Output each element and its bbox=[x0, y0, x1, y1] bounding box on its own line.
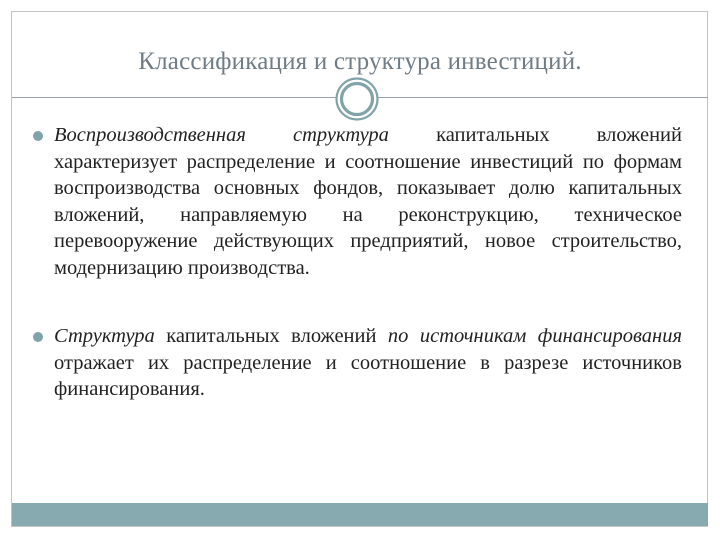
bullet-text-italic: Воспроизводственная структура bbox=[54, 124, 389, 146]
double-circle-icon bbox=[335, 77, 379, 121]
bullet-text-italic: Структура bbox=[54, 325, 155, 347]
bottom-accent-bar bbox=[12, 503, 708, 526]
bullet-text: отражает их распределение и соотношение в разрезе источников финансирования. bbox=[54, 351, 682, 400]
bullet-dot bbox=[33, 131, 43, 141]
bullet-list bbox=[30, 122, 682, 403]
bullet-text-italic: по источникам финансирования bbox=[387, 325, 683, 347]
bullet-text: капитальных вложений характеризует распределение и соотношение инвестиций по формам воспроизводства основных фондов, показывает долю капитальных вложений, направляемую на реконструкцию, техническое перевооружение действующих предприятий, новое строительство, модернизацию производства. bbox=[54, 124, 682, 279]
bullet-item-financing-structure bbox=[30, 323, 682, 403]
bullet-item-reproductive-structure bbox=[30, 122, 682, 281]
bullet-text: капитальных вложений bbox=[154, 325, 388, 347]
slide-title: Классификация и структура инвестиций. bbox=[138, 48, 582, 75]
bullet-dot bbox=[33, 332, 43, 342]
